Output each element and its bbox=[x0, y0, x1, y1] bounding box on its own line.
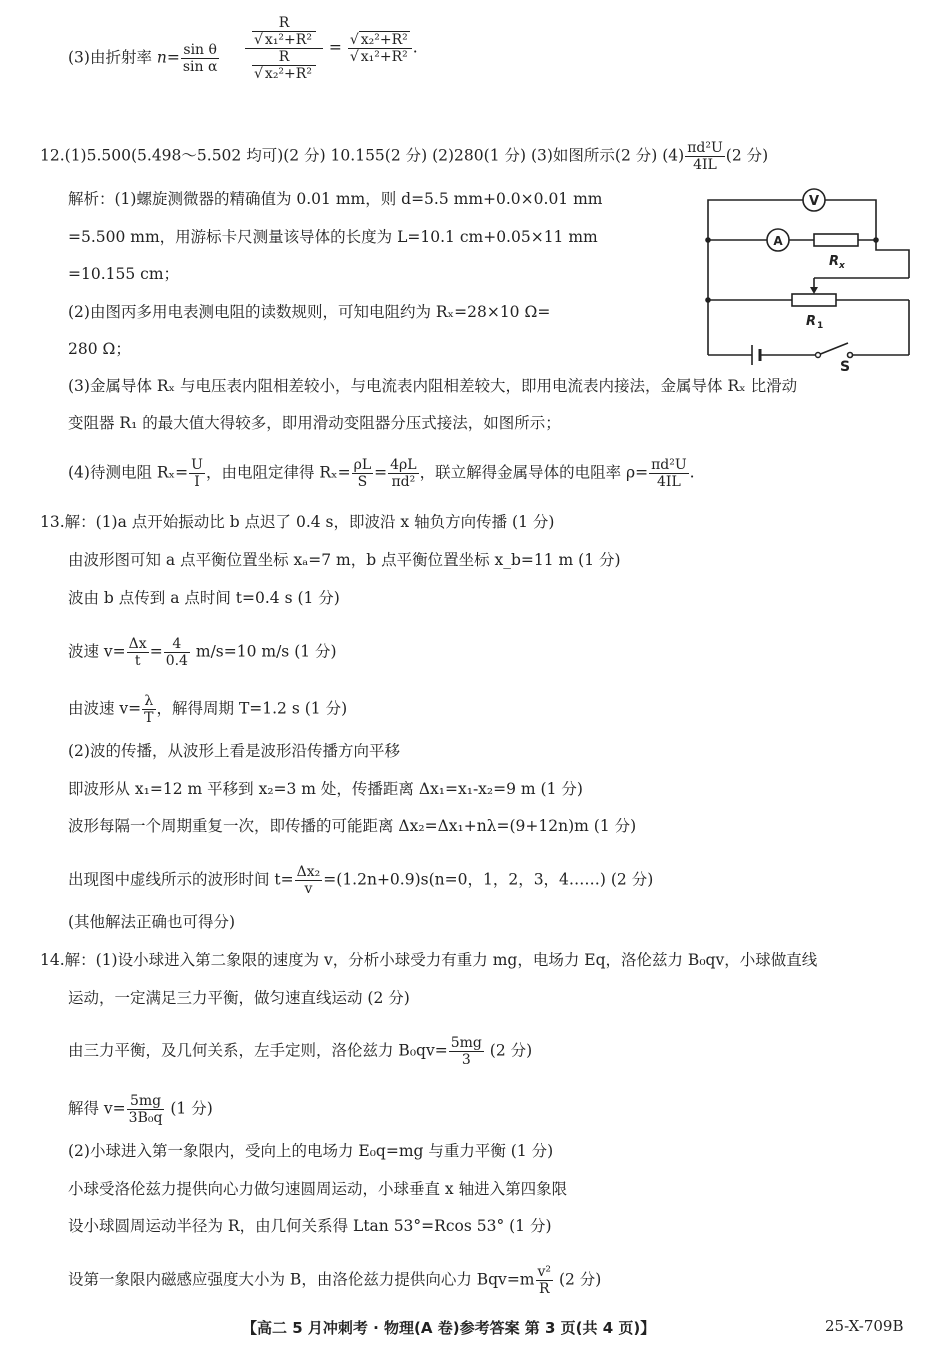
rx-label-sub: x bbox=[839, 261, 845, 271]
q12-f1-den: I bbox=[194, 474, 200, 490]
q13-line-2: 由波形图可知 a 点平衡位置坐标 xₐ=7 m，b 点平衡位置坐标 x_b=11 m (1 分) bbox=[68, 551, 621, 569]
q11-R-bottom: R bbox=[252, 49, 316, 66]
q13-line-6: (2)波的传播，从波形上看是波形沿传播方向平移 bbox=[68, 742, 400, 760]
q11-frac-top bbox=[245, 15, 323, 49]
q14-f-num: 5mg bbox=[450, 1035, 482, 1051]
q13-T-frac bbox=[142, 693, 155, 726]
switch-contact bbox=[848, 353, 853, 358]
q11-sqrt-x1: x₁²+R² bbox=[264, 32, 312, 48]
q12-answer-line bbox=[40, 140, 768, 173]
q11-sqrt-x2-wrap: √ x₂²+R² bbox=[254, 66, 312, 82]
q11-n: n= bbox=[156, 48, 180, 67]
q11-end: . bbox=[412, 38, 418, 57]
q14-s-b: (1 分) bbox=[165, 1099, 213, 1118]
q12-analysis-line-6: (3)金属导体 Rₓ 与电压表内阻相差较小，与电流表内阻相差较大，即用电流表内接法，金属导体 Rₓ 比滑动 bbox=[68, 377, 798, 395]
q12-answer: 12.(1)5.500(5.498～5.502 均可)(2 分) 10.155(2 分) (2)280(1 分) (3)如图所示(2 分) (4) bbox=[40, 146, 685, 165]
q14-b-a: 设第一象限内磁感应强度大小为 B，由洛伦兹力提供向心力 Bqv=m bbox=[68, 1270, 535, 1289]
q13-t-b: =(1.2n+0.9)s(n=0，1，2，3，4……) (2 分) bbox=[323, 870, 654, 889]
q14-force-line bbox=[68, 1035, 532, 1068]
q13-t-num: Δx₂ bbox=[296, 864, 321, 880]
q13-t-frac bbox=[295, 864, 323, 897]
rx-label: R bbox=[829, 254, 840, 269]
q14-b-b: (2 分) bbox=[554, 1270, 602, 1289]
q11-compound-frac bbox=[245, 15, 323, 82]
r1-label-sub: 1 bbox=[817, 321, 824, 331]
q12-f3-num: 4ρL bbox=[390, 457, 417, 473]
q12-f4-num: πd²U bbox=[651, 457, 687, 473]
q12-analysis-line-4: (2)由图丙多用电表测电阻的读数规则，可知电阻约为 Rₓ=28×10 Ω= bbox=[68, 303, 551, 321]
q13-t-den: v bbox=[304, 881, 313, 897]
q13-time-line bbox=[68, 864, 653, 897]
r1-resistor bbox=[792, 294, 836, 306]
q11-final-frac bbox=[348, 32, 412, 65]
q11-sqrt-x1-wrap: √ x₁²+R² bbox=[254, 32, 312, 48]
q12-frac-rho bbox=[649, 457, 689, 490]
wire-right-down bbox=[876, 240, 909, 278]
switch-pivot bbox=[816, 353, 821, 358]
junction-dot-right bbox=[873, 237, 879, 243]
r1-label: R bbox=[806, 314, 817, 329]
q12-l4-c: ，联立解得金属导体的电阻率 ρ= bbox=[419, 463, 649, 482]
q12-f4-den: 4IL bbox=[657, 474, 681, 490]
q12-l4-b: ，由电阻定律得 Rₓ= bbox=[205, 463, 351, 482]
q14-line-5: (2)小球进入第一象限内，受向上的电场力 E₀q=mg 与重力平衡 (1 分) bbox=[68, 1142, 554, 1160]
q13-v-f2-den: 0.4 bbox=[165, 653, 188, 669]
q12-f3-den: πd² bbox=[391, 474, 416, 490]
q12-analysis-line-3: =10.155 cm； bbox=[68, 265, 180, 283]
footer-code: 25-X-709B bbox=[825, 1317, 904, 1335]
q13-line-1: 13.解：(1)a 点开始振动比 b 点迟了 0.4 s，即波沿 x 轴负方向传播 (1 分) bbox=[40, 513, 555, 531]
q12-analysis-line-1: 解析：(1)螺旋测微器的精确值为 0.01 mm，则 d=5.5 mm+0.0×0.01 mm bbox=[68, 190, 603, 208]
q12-analysis-line-7: 变阻器 R₁ 的最大值大得较多，即用滑动变阻器分压式接法，如图所示； bbox=[68, 414, 561, 432]
switch-label: S bbox=[840, 359, 851, 373]
q12-frac-4rhoL bbox=[388, 457, 418, 490]
q13-v-f2-num: 4 bbox=[164, 636, 190, 653]
q12-f2-den: S bbox=[357, 474, 368, 490]
q13-line-7: 即波形从 x₁=12 m 平移到 x₂=3 m 处，传播距离 Δx₁=x₁-x₂=9 m (1 分) bbox=[68, 780, 583, 798]
q14-f-frac bbox=[449, 1035, 484, 1068]
q13-T-b: ，解得周期 T=1.2 s (1 分) bbox=[156, 699, 348, 718]
q13-note: (其他解法正确也可得分) bbox=[68, 913, 236, 931]
q14-s-den: 3B₀q bbox=[128, 1110, 163, 1126]
q13-T-a: 由波速 v= bbox=[68, 699, 142, 718]
q13-T-den: T bbox=[144, 710, 154, 726]
q14-b-line bbox=[68, 1264, 601, 1297]
q14-line-2: 运动，一定满足三力平衡，做匀速直线运动 (2 分) bbox=[68, 989, 410, 1007]
q11-final-num: √ x₂²+R² bbox=[348, 32, 412, 49]
q13-v-b: = bbox=[149, 642, 163, 661]
q14-b-frac bbox=[536, 1264, 554, 1297]
q12-analysis-line-5: 280 Ω； bbox=[68, 340, 131, 358]
q13-period-line bbox=[68, 693, 347, 726]
q12-answer-frac bbox=[685, 140, 725, 173]
q13-T-num: λ bbox=[142, 693, 155, 710]
q12-l4-eq: = bbox=[374, 463, 388, 482]
q12-f2-num: ρL bbox=[353, 457, 372, 473]
q14-f-a: 由三力平衡，及几何关系，左手定则，洛伦兹力 B₀qv= bbox=[68, 1041, 448, 1060]
switch-blade bbox=[818, 343, 848, 355]
q13-v-frac2 bbox=[164, 636, 190, 669]
rx-resistor bbox=[814, 234, 858, 246]
q11-sin-alpha: sin α bbox=[182, 59, 218, 75]
q14-b-num: v² bbox=[537, 1264, 552, 1280]
ammeter-label: A bbox=[773, 234, 783, 248]
q13-v-a: 波速 v= bbox=[68, 642, 126, 661]
q14-f-den: 3 bbox=[461, 1052, 471, 1068]
footer-title: 【高二 5 月冲刺考 · 物理(A 卷)参考答案 第 3 页(共 4 页)】 bbox=[242, 1319, 656, 1337]
q11-R-top: R bbox=[252, 15, 316, 32]
q14-s-num: 5mg bbox=[127, 1093, 165, 1110]
voltmeter-label: V bbox=[808, 194, 820, 209]
q11-eq: = bbox=[328, 38, 342, 57]
q14-solve-line bbox=[68, 1093, 213, 1126]
q14-line-7: 设小球圆周运动半径为 R，由几何关系得 Ltan 53°=Rcos 53° (1 分) bbox=[68, 1217, 552, 1235]
q11-final-sqrt-x2: x₂²+R² bbox=[360, 32, 408, 48]
q11-refraction-line bbox=[68, 42, 220, 75]
q13-t-a: 出现图中虚线所示的波形时间 t= bbox=[68, 870, 294, 889]
wire-v-left bbox=[708, 200, 803, 240]
q14-f-b: (2 分) bbox=[484, 1041, 533, 1060]
q11-top-inner bbox=[252, 15, 316, 48]
q12-ans-num: πd²U bbox=[687, 140, 723, 156]
q11-final-sqrt-x1: x₁²+R² bbox=[360, 49, 408, 65]
q13-speed-line bbox=[68, 636, 337, 669]
q14-line-6: 小球受洛伦兹力提供向心力做匀速圆周运动，小球垂直 x 轴进入第四象限 bbox=[68, 1180, 568, 1198]
q11-final-den: √ x₁²+R² bbox=[349, 49, 408, 65]
q13-line-8: 波形每隔一个周期重复一次，即传播的可能距离 Δx₂=Δx₁+nλ=(9+12n)m (1 分) bbox=[68, 817, 637, 835]
q12-ans-den: 4IL bbox=[693, 157, 717, 173]
q11-sin-theta: sin θ bbox=[181, 42, 220, 59]
q13-v-c: m/s=10 m/s (1 分) bbox=[190, 642, 337, 661]
q14-s-frac bbox=[127, 1093, 165, 1126]
q12-ans-tail: (2 分) bbox=[725, 146, 769, 165]
q11-big-frac bbox=[244, 15, 418, 82]
q14-line-1: 14.解：(1)设小球进入第二象限的速度为 v，分析小球受力有重力 mg，电场力 Eq，洛伦兹力 B₀qv，小球做直线 bbox=[40, 951, 818, 969]
q11-prefix: (3)由折射率 bbox=[68, 48, 157, 67]
junction-dot-r1 bbox=[705, 297, 711, 303]
q13-line-3: 波由 b 点传到 a 点时间 t=0.4 s (1 分) bbox=[68, 589, 340, 607]
q12-l4-a: (4)待测电阻 Rₓ= bbox=[68, 463, 189, 482]
q11-sin-frac bbox=[181, 42, 220, 75]
junction-dot-left bbox=[705, 237, 711, 243]
q14-s-a: 解得 v= bbox=[68, 1099, 126, 1118]
q14-b-den: R bbox=[539, 1281, 550, 1297]
q12-l4-end: . bbox=[689, 463, 695, 482]
q11-frac-bottom bbox=[245, 49, 323, 82]
circuit-diagram bbox=[700, 183, 915, 373]
q11-bottom-inner bbox=[252, 49, 316, 82]
q12-frac-UI bbox=[189, 457, 205, 490]
q12-frac-rhoL-S bbox=[352, 457, 374, 490]
q12-resistivity-line bbox=[68, 457, 695, 490]
q11-sqrt-x2: x₂²+R² bbox=[264, 66, 312, 82]
q13-v-f1-num: Δx bbox=[128, 636, 147, 652]
q12-analysis-line-2: =5.500 mm，用游标卡尺测量该导体的长度为 L=10.1 cm+0.05×11 mm bbox=[68, 228, 598, 246]
slider-arrow-icon bbox=[810, 287, 818, 294]
q13-v-frac1 bbox=[127, 636, 149, 669]
q13-v-f1-den: t bbox=[134, 653, 141, 669]
q12-f1-num: U bbox=[191, 457, 203, 473]
